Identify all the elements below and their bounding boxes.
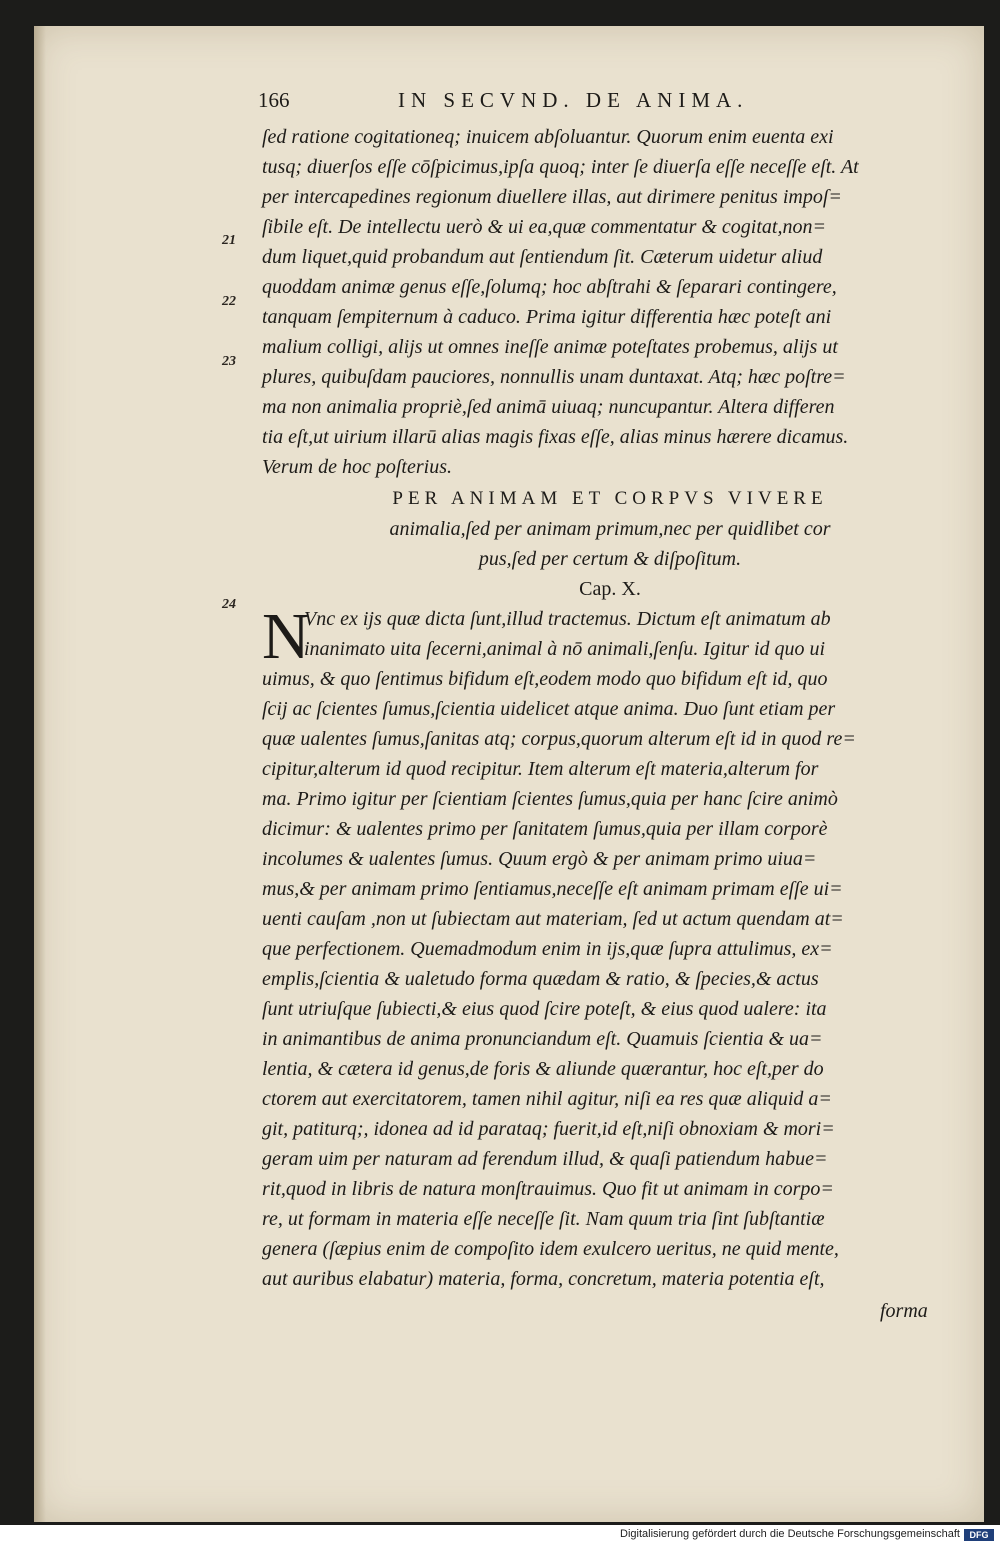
page-gutter-shadow <box>34 26 46 1522</box>
margin-number: 23 <box>222 354 236 369</box>
text-line: ſcij ac ſcientes ſumus,ſcientia uidelicet atque anima. Duo ſunt etiam per <box>262 698 836 720</box>
running-head <box>258 88 858 116</box>
text-line: dum liquet,quid probandum aut ſentiendum ſit. Cæterum uidetur aliud <box>262 246 823 268</box>
text-line: aut auribus elabatur) materia, forma, concretum, materia potentia eſt, <box>262 1268 825 1290</box>
chapter-heading-subtitle: animalia,ſed per animam primum,nec per quidlibet cor <box>389 518 831 540</box>
text-line: Verum de hoc poſterius. <box>262 456 452 478</box>
text-line: malium colligi, alijs ut omnes ineſſe animæ poteſtates probemus, alijs ut <box>262 336 838 358</box>
text-line: dicimur: & ualentes primo per ſanitatem ſumus,quia per illam corporè <box>262 818 828 840</box>
digitization-footer <box>0 1526 1000 1544</box>
text-line: uenti cauſam ,non ut ſubiectam aut materiam, ſed ut actum quendam at= <box>262 908 844 930</box>
dfg-logo: DFG <box>964 1529 994 1541</box>
text-line: ma. Primo igitur per ſcientiam ſcientes ſumus,quia per hanc ſcire animò <box>262 788 838 810</box>
text-line: tusq; diuerſos eſſe cōſpicimus,ipſa quoq; inter ſe diuerſa eſſe neceſſe eſt. At <box>262 156 859 178</box>
text-line: mus,& per animam primo ſentiamus,neceſſe eſt animam primam eſſe ui= <box>262 878 843 900</box>
text-line: Vnc ex ijs quæ dicta ſunt,illud tractemus. Dictum eſt animatum ab <box>304 608 831 630</box>
text-line: inanimato uita ſecerni,animal à nō animali,ſenſu. Igitur id quo ui <box>304 638 826 660</box>
catchword: forma <box>880 1300 928 1322</box>
text-line: ma non animalia propriè,ſed animā uiuaq; nuncupantur. Altera differen <box>262 396 835 418</box>
text-line: quoddam animæ genus eſſe,ſolumq; hoc abſtrahi & ſeparari contingere, <box>262 276 837 298</box>
chapter-number: Cap. X. <box>579 578 641 600</box>
text-line: git, patiturq;, idonea ad id parataq; fuerit,id eſt,niſi obnoxiam & mori= <box>262 1118 835 1140</box>
margin-number: 22 <box>222 294 236 309</box>
funding-credit: Digitalisierung gefördert durch die Deutsche Forschungsgemeinschaft <box>620 1528 960 1540</box>
text-line: in animantibus de anima pronunciandum eſt. Quamuis ſcientia & ua= <box>262 1028 823 1050</box>
margin-number: 21 <box>222 233 236 248</box>
text-line: re, ut formam in materia eſſe neceſſe ſit. Nam quum tria ſint ſubſtantiæ <box>262 1208 825 1230</box>
text-line: que perfectionem. Quemadmodum enim in ijs,quæ ſupra attulimus, ex= <box>262 938 833 960</box>
text-line: incolumes & ualentes ſumus. Quum ergò & per animam primo uiua= <box>262 848 817 870</box>
text-line: tia eſt,ut uirium illarū alias magis fixas eſſe, alias minus hærere dicamus. <box>262 426 849 448</box>
text-line: ſed ratione cogitationeq; inuicem abſoluantur. Quorum enim euenta exi <box>262 126 834 148</box>
text-line: lentia, & cætera id genus,de foris & aliunde quærantur, hoc eſt,per do <box>262 1058 824 1080</box>
drop-cap-initial: N <box>262 600 310 673</box>
chapter-heading-subtitle: pus,ſed per certum & diſpoſitum. <box>478 548 742 570</box>
text-line: quæ ualentes ſumus,ſanitas atq; corpus,quorum alterum eſt id in quod re= <box>262 728 856 750</box>
text-line: geram uim per naturam ad ferendum illud, & quaſi patiendum habue= <box>262 1148 828 1170</box>
text-line: genera (ſæpius enim de compoſito idem exulcero ueritus, ne quid mente, <box>262 1238 839 1260</box>
text-line: cipitur,alterum id quod recipitur. Item alterum eſt materia,alterum for <box>262 758 819 780</box>
text-line: ſibile eſt. De intellectu uerò & ui ea,quæ commentatur & cogitat,non= <box>262 216 826 238</box>
text-line: plures, quibuſdam pauciores, nonnullis unam duntaxat. Atq; hæc poſtre= <box>262 366 846 388</box>
text-line: emplis,ſcientia & ualetudo forma quædam & ratio, & ſpecies,& actus <box>262 968 819 990</box>
text-line: tanquam ſempiternum à caduco. Prima igitur differentia hæc poteſt ani <box>262 306 832 328</box>
text-line: uimus, & quo ſentimus bifidum eſt,eodem modo quo bifidum eſt id, quo <box>262 668 828 690</box>
margin-number: 24 <box>222 597 236 612</box>
chapter-heading: PER ANIMAM ET CORPVS VIVERE <box>392 488 828 509</box>
page-number: 166 <box>258 88 290 112</box>
text-line: rit,quod in libris de natura monſtrauimus. Quo fit ut animam in corpo= <box>262 1178 834 1200</box>
running-title: IN SECVND. DE ANIMA. <box>398 88 749 112</box>
text-line: ctorem aut exercitatorem, tamen nihil agitur, niſi ea res quæ aliquid a= <box>262 1088 832 1110</box>
text-line: ſunt utriuſque ſubiecti,& eius quod ſcire poteſt, & eius quod ualere: ita <box>262 998 827 1020</box>
text-line: per intercapedines regionum diuellere illas, aut dirimere penitus impoſ= <box>262 186 842 208</box>
